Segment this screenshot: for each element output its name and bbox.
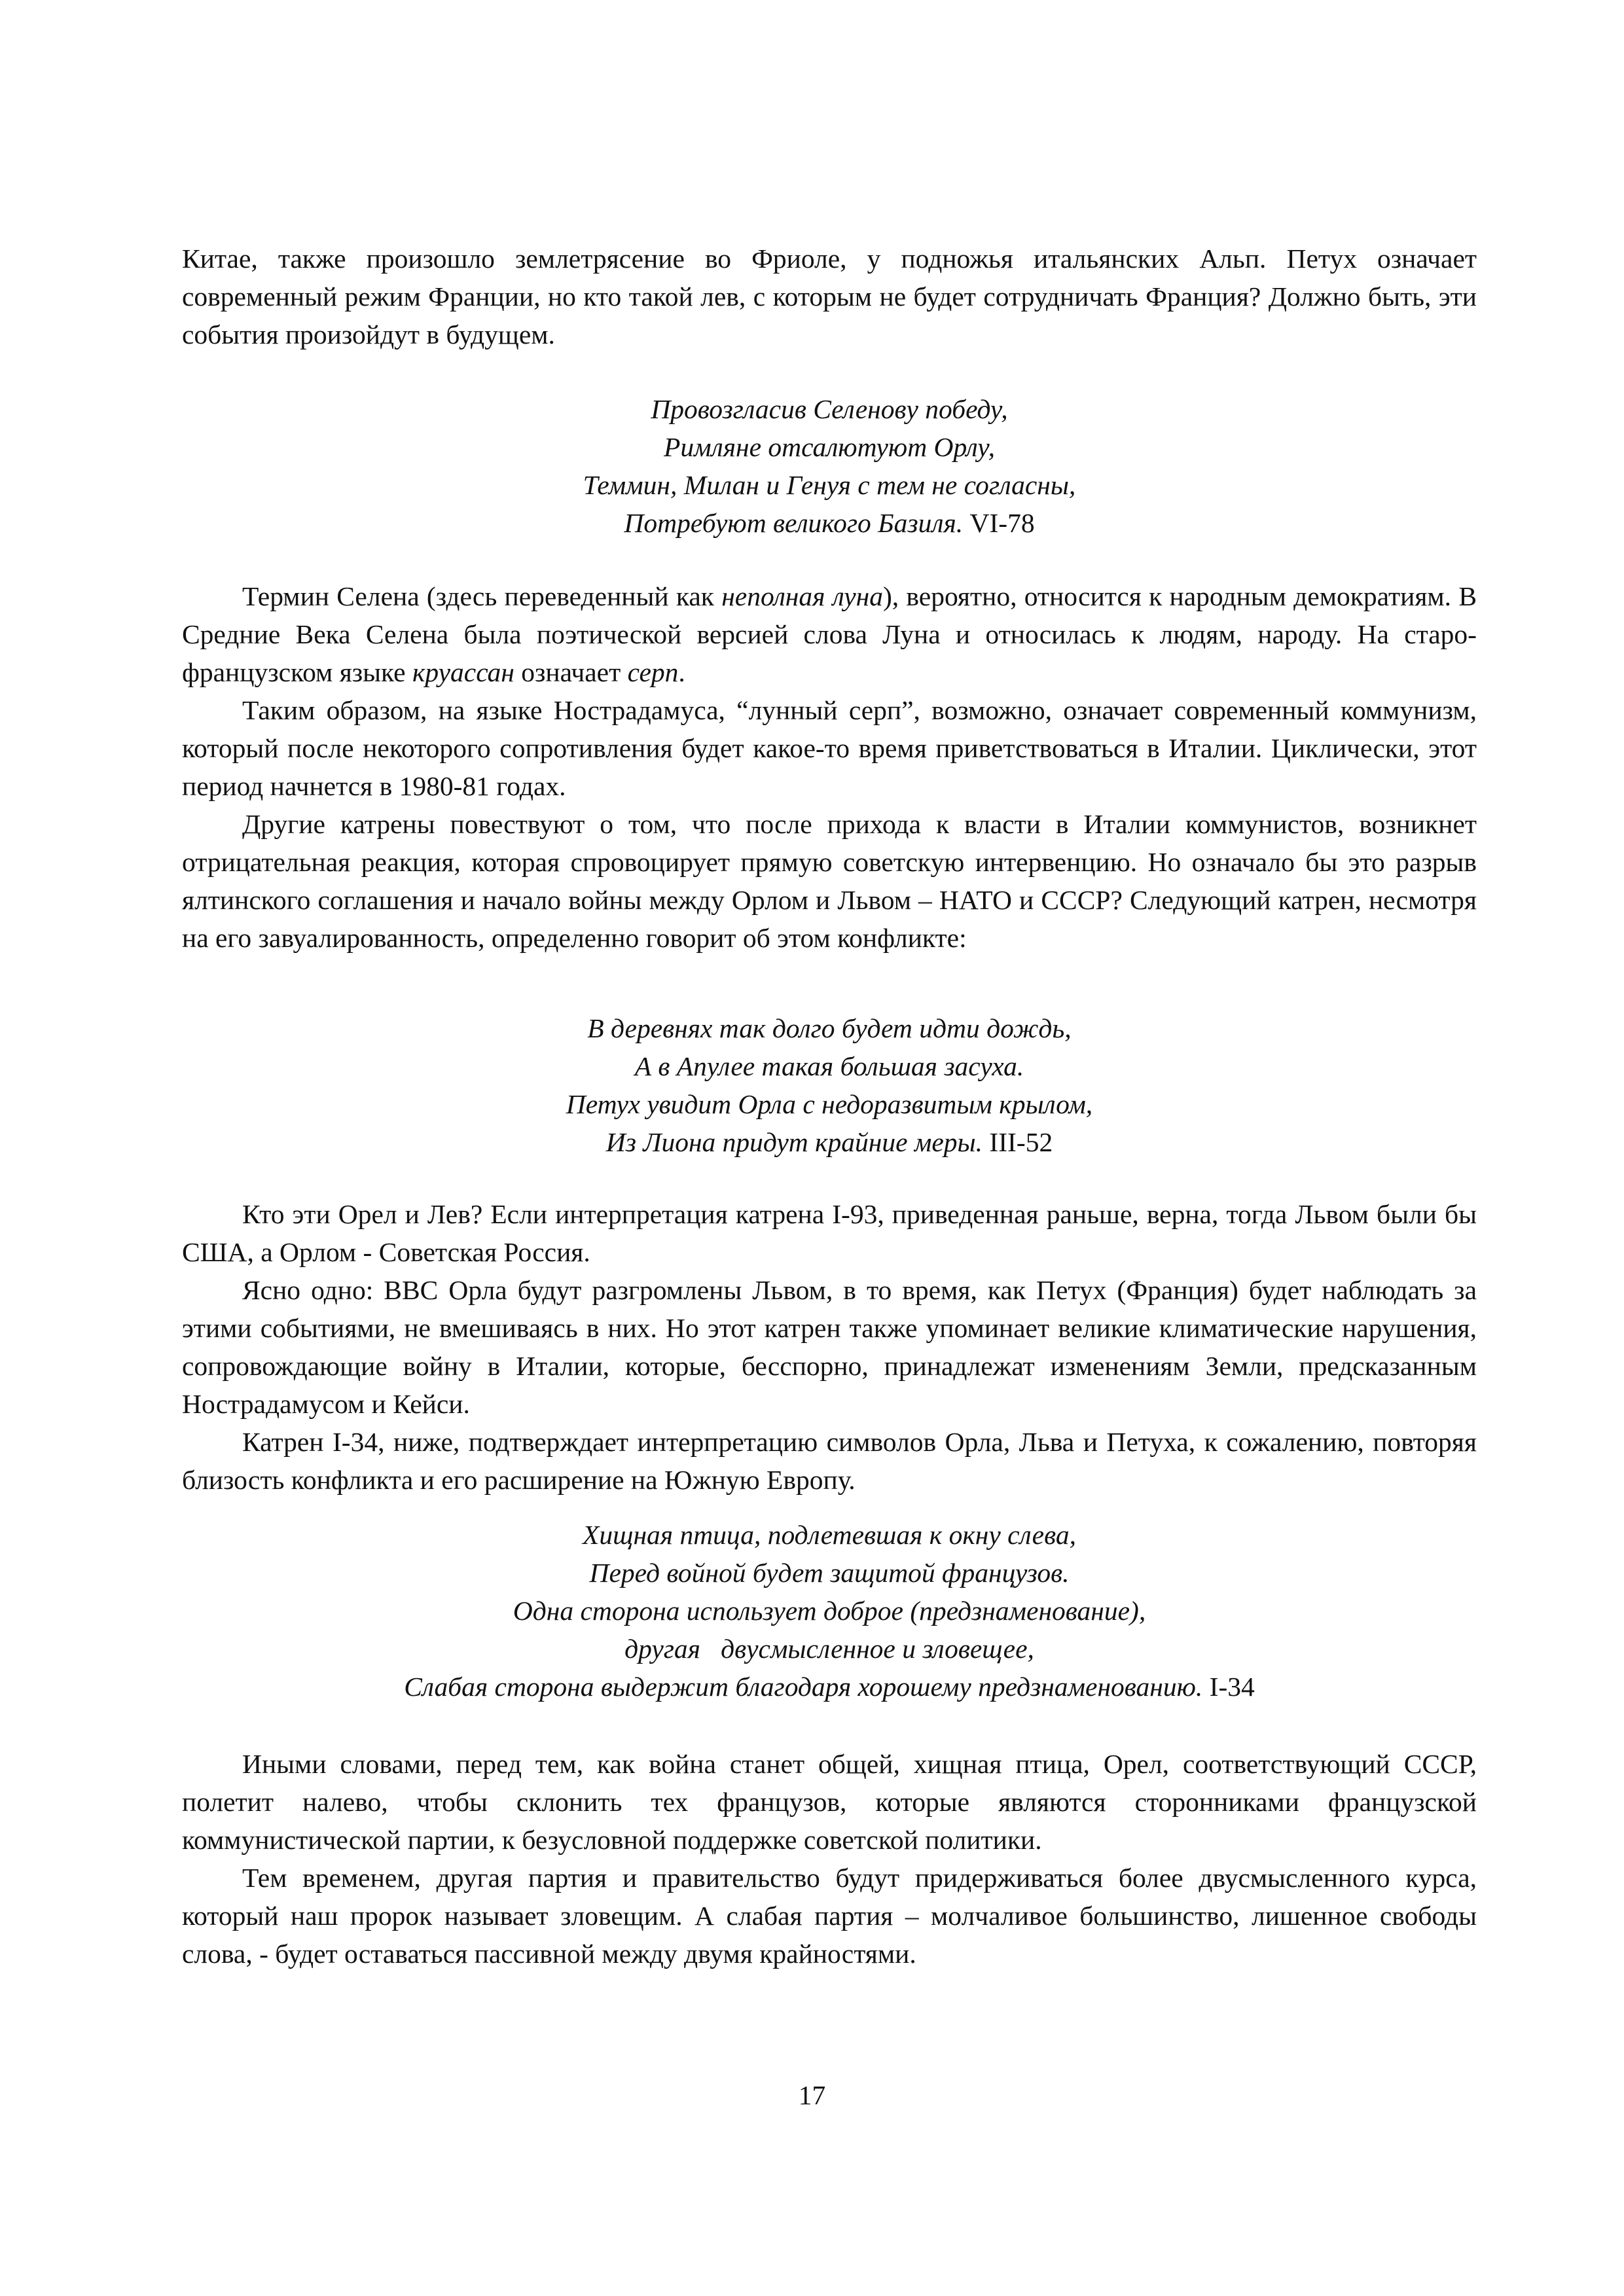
paragraph-6: Ясно одно: ВВС Орла будут разгромлены Львом, в то время, как Петух (Франция) будет наблюдать за этими событиями, не вмешиваясь в них. Но этот катрен также упоминает великие климатические нарушения, сопровождающие войну в Италии, которые, бесспорно, принадлежат изменениям Земли, предсказанным Нострадамусом и Кейси. <box>182 1275 1477 1419</box>
quatrain-line: А в Апулее такая большая засуха. <box>634 1051 1024 1081</box>
term-incomplete-moon: неполная луна <box>721 581 883 611</box>
quatrain-reference: VI-78 <box>969 508 1035 538</box>
term-croissant: круассан <box>412 657 514 687</box>
quatrain-line: Хищная птица, подлетевшая к окну слева, <box>583 1520 1076 1550</box>
quatrain-line: В деревнях так долго будет идти дождь, <box>587 1013 1072 1043</box>
paragraph-block-2 <box>182 577 1477 957</box>
page-number: 17 <box>798 2080 826 2110</box>
quatrain-line: Римляне отсалютуют Орлу, <box>664 432 995 462</box>
quatrain-last-line <box>182 1668 1477 1706</box>
paragraph-block-1 <box>182 240 1477 353</box>
quatrain-line: Теммин, Милан и Генуя с тем не согласны, <box>583 470 1076 500</box>
paragraph-7: Катрен I-34, ниже, подтверждает интерпретацию символов Орла, Льва и Петуха, к сожалению, повторяя близость конфликта и его расширение на Южную Европу. <box>182 1427 1477 1495</box>
quatrain-i-34 <box>182 1516 1477 1706</box>
quatrain-line: Потребуют великого Базиля. <box>624 508 964 538</box>
quatrain-last-line <box>182 1123 1477 1161</box>
quatrain-line: Из Лиона придут крайние меры. <box>605 1127 983 1157</box>
paragraph-2-text: ), вероятно, относится к народным демократиям. В Средние Века Селена была поэтической версией слова Луна и относилась к людям, народу. На старо-французском языке <box>182 581 1477 687</box>
paragraph-2-text: означает <box>514 657 628 687</box>
paragraph-2-text: Термин Селена (здесь переведенный как <box>242 581 722 611</box>
quatrain-iii-52 <box>182 1009 1477 1161</box>
quatrain-line: Петух увидит Орла с недоразвитым крылом, <box>566 1089 1093 1119</box>
quatrain-line: Перед войной будет защитой французов. <box>589 1558 1070 1588</box>
quatrain-line: Провозгласив Селенову победу, <box>651 394 1008 424</box>
quatrain-line: Слабая сторона выдержит благодаря хорошему предзнаменованию. <box>404 1672 1203 1702</box>
quatrain-vi-78 <box>182 390 1477 542</box>
quatrain-reference: I-34 <box>1209 1672 1255 1702</box>
paragraph-9: Тем временем, другая партия и правительство будут придерживаться более двусмысленного курса, который наш пророк называет зловещим. А слабая партия – молчаливое большинство, лишенное свободы слова, - будет оставаться пассивной между двумя крайностями. <box>182 1863 1477 1969</box>
paragraph-block-4 <box>182 1745 1477 1973</box>
quatrain-reference: III-52 <box>989 1127 1053 1157</box>
paragraph-2 <box>182 577 1477 691</box>
paragraph-2-text: . <box>678 657 685 687</box>
term-sickle: серп <box>627 657 679 687</box>
paragraph-1: Китае, также произошло землетрясение во Фриоле, у подножья итальянских Альп. Петух означает современный режим Франции, но кто такой лев, с которым не будет сотрудничать Франция? Должно быть, эти события произойдут в будущем. <box>182 243 1477 350</box>
paragraph-4: Другие катрены повествуют о том, что после прихода к власти в Италии коммунистов, возникнет отрицательная реакция, которая спровоцирует прямую советскую интервенцию. Но означало бы это разрыв ялтинского соглашения и начало войны между Орлом и Львом – НАТО и СССР? Следующий катрен, несмотря на его завуалированность, определенно говорит об этом конфликте: <box>182 809 1477 953</box>
quatrain-last-line <box>182 504 1477 542</box>
paragraph-block-3 <box>182 1195 1477 1499</box>
quatrain-line: Одна сторона использует доброе (предзнаменование), <box>513 1596 1146 1626</box>
paragraph-5: Кто эти Орел и Лев? Если интерпретация катрена I-93, приведенная раньше, верна, тогда Львом были бы США, а Орлом - Советская Россия. <box>182 1199 1477 1267</box>
paragraph-3: Таким образом, на языке Нострадамуса, “лунный серп”, возможно, означает современный коммунизм, который после некоторого сопротивления будет какое-то время приветствоваться в Италии. Циклически, этот период начнется в 1980-81 годах. <box>182 695 1477 801</box>
paragraph-8: Иными словами, перед тем, как война станет общей, хищная птица, Орел, соответствующий СССР, полетит налево, чтобы склонить тех французов, которые являются сторонниками французской коммунистической партии, к безусловной поддержке советской политики. <box>182 1749 1477 1855</box>
quatrain-line: другая двусмысленное и зловещее, <box>624 1634 1034 1664</box>
